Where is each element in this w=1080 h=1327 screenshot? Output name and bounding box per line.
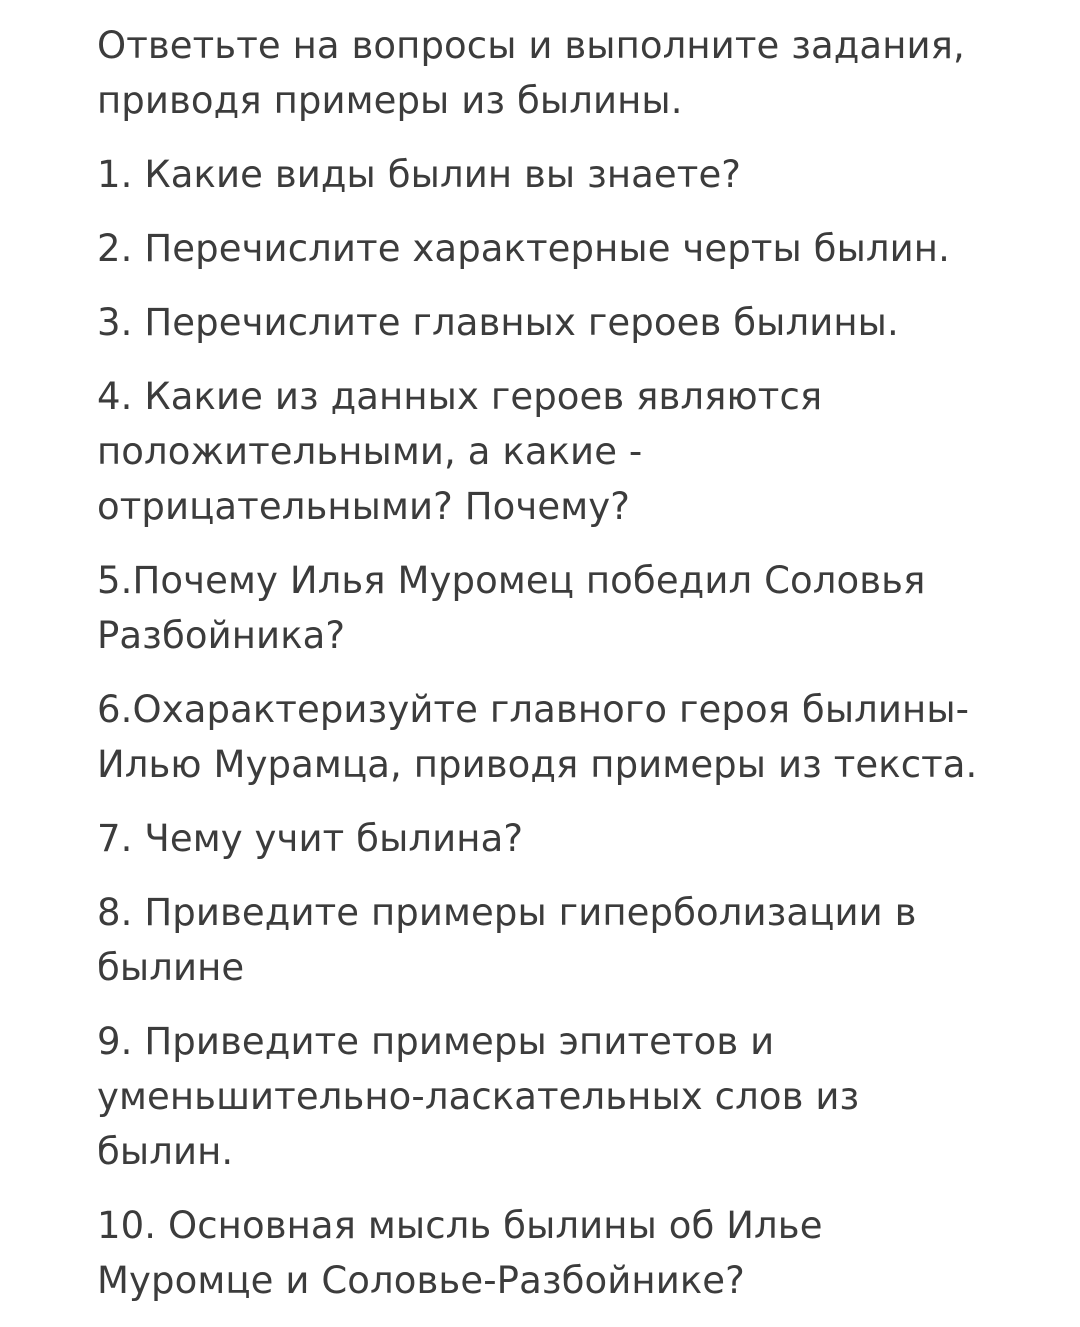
question-line: былин. — [97, 1130, 234, 1173]
question-5 — [97, 553, 1057, 663]
question-line: отрицательными? Почему? — [97, 485, 630, 528]
question-6 — [97, 682, 1057, 792]
document-body — [97, 18, 1057, 1327]
question-line: 5.Почему Илья Муромец победил Соловья — [97, 559, 926, 602]
question-line: 7. Чему учит былина? — [97, 817, 524, 860]
question-line: положительными, а какие - — [97, 430, 643, 473]
question-line: 1. Какие виды былин вы знаете? — [97, 153, 742, 196]
question-line: 8. Приведите примеры гиперболизации в — [97, 891, 917, 934]
question-line: Илью Мурамца, приводя примеры из текста. — [97, 743, 978, 786]
question-8 — [97, 885, 1057, 995]
question-4 — [97, 369, 1057, 534]
intro-line: приводя примеры из былины. — [97, 79, 683, 122]
question-line: 6.Охарактеризуйте главного героя былины- — [97, 688, 970, 731]
intro-line: Ответьте на вопросы и выполните задания, — [97, 24, 965, 67]
question-line: уменьшительно-ласкательных слов из — [97, 1075, 860, 1118]
intro-paragraph — [97, 18, 1057, 128]
question-1 — [97, 147, 1057, 202]
question-line: Муромце и Соловье-Разбойнике? — [97, 1259, 745, 1302]
question-line: былине — [97, 946, 245, 989]
question-line: 2. Перечислите характерные черты былин. — [97, 227, 950, 270]
question-line: 4. Какие из данных героев являются — [97, 375, 823, 418]
question-line: 9. Приведите примеры эпитетов и — [97, 1020, 775, 1063]
question-line: Разбойника? — [97, 614, 346, 657]
question-9 — [97, 1014, 1057, 1179]
question-line: 3. Перечислите главных героев былины. — [97, 301, 899, 344]
question-10 — [97, 1198, 1057, 1308]
question-line: 10. Основная мысль былины об Илье — [97, 1204, 823, 1247]
question-7 — [97, 811, 1057, 866]
question-2 — [97, 221, 1057, 276]
question-3 — [97, 295, 1057, 350]
